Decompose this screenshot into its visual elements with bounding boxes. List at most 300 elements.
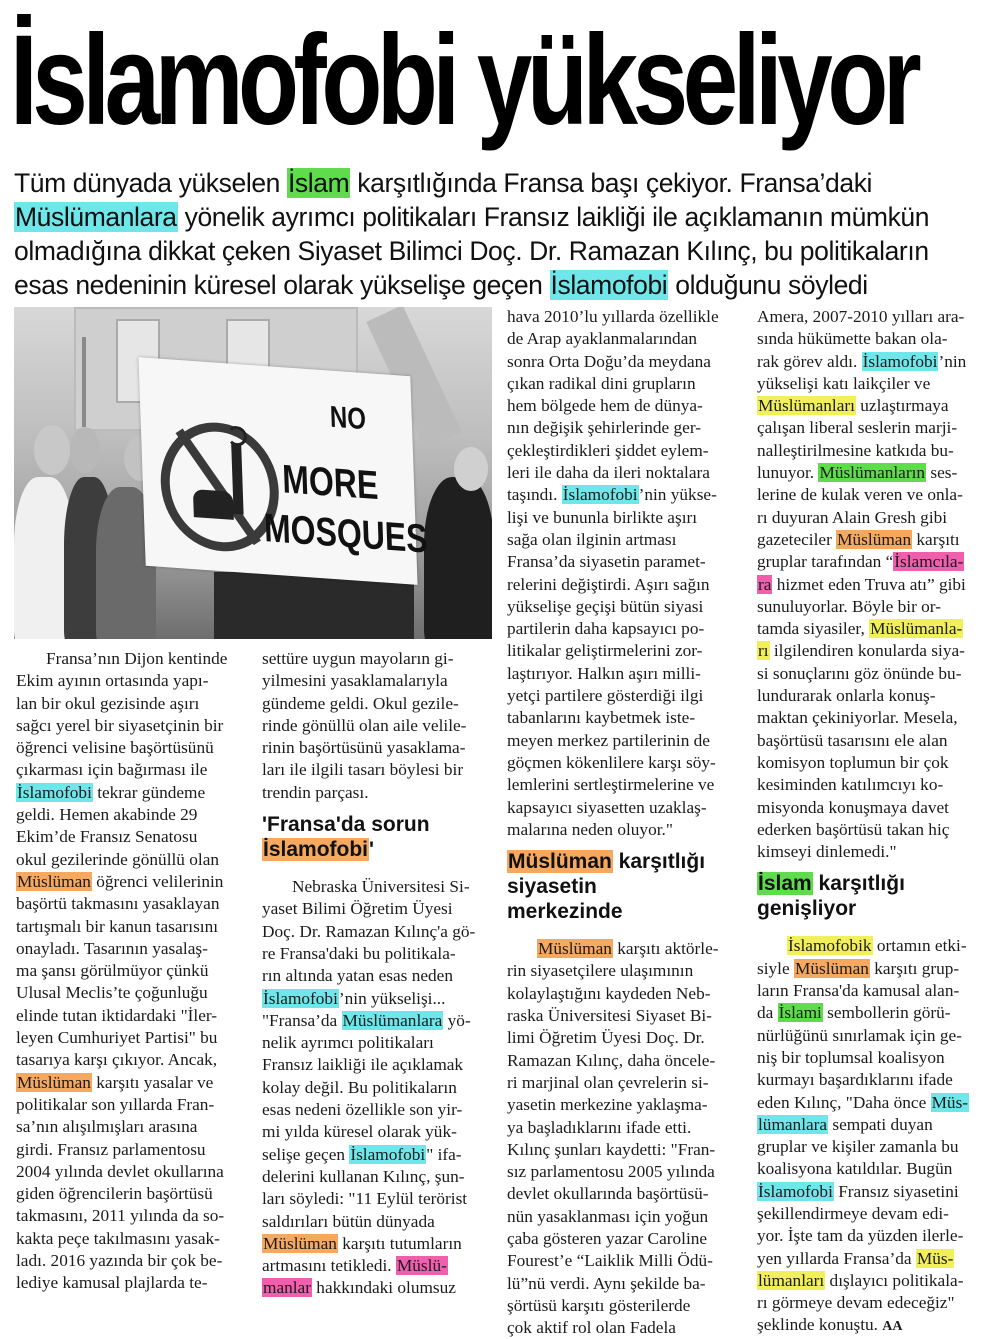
text-run: sağcı yerel bir siyasetçinin bir: [16, 715, 224, 735]
subheading-line: [262, 837, 490, 862]
text-run: leri ile daha da ileri noktalara: [507, 463, 710, 483]
text-run: yen yıllarda Fransa’da: [757, 1248, 916, 1268]
body-line: [507, 730, 743, 752]
lead-paragraph: [14, 166, 989, 302]
text-run: tamda siyasiler,: [757, 619, 870, 639]
body-line: [16, 1161, 244, 1183]
text-run: litikalar geliştirmelerini zor-: [507, 641, 703, 661]
text-run: esas nedeninin küresel olarak yükselişe geçen: [14, 270, 550, 300]
body-line: [262, 670, 490, 692]
body-line: [757, 596, 993, 618]
text-run: koalisyona katıldılar. Bugün: [757, 1159, 953, 1179]
text-run: ya başladıklarını ifade etti.: [507, 1117, 692, 1137]
text-run: şeklinde konuştu.: [757, 1315, 883, 1335]
body-line: [507, 484, 743, 506]
subheading: [507, 849, 743, 924]
body-line: [16, 1250, 244, 1272]
text-run: tasarıya karşı çıkıyor. Ancak,: [16, 1050, 218, 1070]
text-run: lemlerini sertleştirmelerine ve: [507, 775, 715, 795]
text-run: Nebraska Üniversitesi Si-: [292, 877, 470, 897]
body-line: [757, 417, 993, 439]
article-column-2: [262, 648, 490, 1300]
subheading: [757, 871, 993, 921]
byline-agency: AA: [882, 1319, 903, 1335]
body-line: [757, 440, 993, 462]
highlighted-term: Müslüman: [508, 850, 612, 874]
highlighted-term: Müslümanla-: [870, 619, 963, 639]
text-run: karşıtı grup-: [869, 958, 960, 978]
body-line: [757, 958, 993, 980]
body-line: [757, 306, 993, 328]
text-run: Ramazan Kılınç, daha öncele-: [507, 1050, 716, 1070]
text-run: laştırıyor. Halkın aşırı milli-: [507, 663, 701, 683]
text-run: şörtüsü karşıtı gösterilerde: [507, 1295, 691, 1315]
text-run: ’nin yükse-: [638, 485, 717, 505]
photo-head: [454, 447, 488, 491]
text-run: yükselişe geçişi bütün siyasi: [507, 596, 704, 616]
body-line: [757, 1114, 993, 1136]
body-line: [757, 1181, 993, 1203]
photo-lamp-post: [82, 337, 86, 427]
body-line: [16, 938, 244, 960]
body-line: [16, 1228, 244, 1250]
body-line: [16, 782, 244, 804]
text-run: sağa olan ilginin artması: [507, 529, 677, 549]
text-run: politikalar son yıllarda Fran-: [16, 1094, 215, 1114]
text-run: rın altında yatan esas neden: [262, 966, 453, 986]
text-run: nürlüğünü sınırlamak için ge-: [757, 1025, 962, 1045]
text-run: rinde gönüllü olan aile velile-: [262, 715, 467, 735]
highlighted-term: Müslümanların: [819, 463, 926, 483]
text-run: esas nedeni özellikle son yir-: [262, 1100, 463, 1120]
highlighted-term: İslamofobi: [550, 270, 668, 300]
body-line: [262, 782, 490, 804]
text-run: sempati duyan: [828, 1114, 933, 1134]
text-run: lişi ve bununla birlikte aşırı: [507, 507, 698, 527]
text-run: şekillendirmeye devam edi-: [757, 1203, 949, 1223]
text-run: çok aktif rol olan Fadela: [507, 1318, 676, 1338]
text-run: Ulusal Meclis’te çoğunluğu: [16, 983, 208, 1003]
text-run: si sonuçlarını göz önünde bu-: [757, 663, 962, 683]
body-line: [16, 648, 244, 670]
text-run: karşıtı yasalar ve: [91, 1072, 214, 1092]
text-run: tartışmalı bir kanun tasarısını: [16, 916, 219, 936]
body-line: [757, 507, 993, 529]
prohibition-icon: [159, 419, 281, 556]
subheading-line: [757, 871, 993, 896]
body-line: [16, 737, 244, 759]
photo-head: [34, 425, 70, 475]
body-line: [757, 1314, 993, 1338]
body-line: [507, 640, 743, 662]
body-line: [16, 982, 244, 1004]
text-run: lunuyor.: [757, 463, 819, 483]
text-run: taşındı.: [507, 485, 562, 505]
highlighted-term: İslamofobi: [263, 988, 338, 1008]
body-line: [507, 1317, 743, 1339]
highlighted-term: Müs-: [916, 1248, 954, 1268]
text-run: karşıtı: [912, 529, 960, 549]
text-run: gruplar ve kişiler zamanla bu: [757, 1137, 959, 1157]
text-run: settüre uygun mayoların gi-: [262, 649, 454, 668]
text-run: başörtü takmasını yasaklayan: [16, 894, 220, 914]
article-column-1: [16, 648, 244, 1295]
lead-line: [14, 166, 989, 200]
body-line: [262, 1211, 490, 1233]
text-run: devlet okullarında başörtüsü-: [507, 1184, 709, 1204]
body-line: [507, 797, 743, 819]
body-line: [262, 1233, 490, 1255]
highlighted-term: manlar: [263, 1278, 311, 1298]
body-line: [16, 1072, 244, 1094]
body-line: [507, 774, 743, 796]
body-line: [757, 529, 993, 551]
text-run: ları söyledi: "11 Eylül terörist: [262, 1189, 468, 1209]
body-line: [507, 440, 743, 462]
text-run: olduğunu söyledi: [668, 270, 868, 300]
highlighted-term: Müslümanlara: [342, 1010, 443, 1030]
text-run: karşıtı aktörle-: [612, 939, 719, 959]
body-line: [262, 1099, 490, 1121]
text-run: yor. İşte tam da yüzden ilerle-: [757, 1226, 964, 1246]
text-run: meyen merkez partilerinin de: [507, 730, 710, 750]
text-run: Ekim ayının ortasında yapı-: [16, 671, 209, 691]
body-line: [262, 921, 490, 943]
body-line: [16, 1094, 244, 1116]
body-line: [507, 663, 743, 685]
highlighted-term: Müslümanlara: [15, 202, 177, 232]
subheading-line: [507, 849, 743, 874]
body-line: [507, 1050, 743, 1072]
text-run: hem bölgede hem de dünya-: [507, 396, 703, 416]
highlighted-term: İslamofobi: [17, 782, 92, 802]
body-line: [16, 1027, 244, 1049]
body-line: [16, 759, 244, 781]
highlighted-term: Müslümanları: [758, 396, 855, 416]
text-run: selişe geçen: [262, 1144, 350, 1164]
text-run: limi Öğretim Üyesi Doç. Dr.: [507, 1028, 705, 1048]
highlighted-term: Müslüman: [538, 939, 612, 959]
highlighted-term: lümanları: [758, 1270, 825, 1290]
banner-text-3: MOSQUES: [263, 505, 429, 562]
body-line: [757, 1248, 993, 1270]
article-photo: [14, 307, 492, 639]
body-line: [757, 819, 993, 841]
text-run: ederken başörtüsü takan hiç: [757, 819, 950, 839]
text-run: Amera, 2007-2010 yılları ara-: [757, 307, 965, 326]
highlighted-term: Müslüman: [837, 529, 912, 549]
body-line: [507, 1139, 743, 1161]
body-line: [757, 328, 993, 350]
body-line: [757, 1069, 993, 1091]
lead-line: [14, 234, 989, 268]
text-run: ’nin yükselişi...: [338, 988, 446, 1008]
text-run: rinin başörtüsünü yasaklama-: [262, 738, 466, 758]
text-run: sa’nın alışılmışları arasına: [16, 1117, 198, 1137]
body-line: [757, 1047, 993, 1069]
body-line: [757, 1025, 993, 1047]
text-run: nın değişik şehirlerinde ger-: [507, 418, 702, 438]
body-line: [262, 1121, 490, 1143]
body-line: [16, 871, 244, 893]
highlighted-term: lümanlara: [758, 1114, 828, 1134]
body-line: [16, 1205, 244, 1227]
body-line: [507, 306, 743, 328]
text-run: girdi. Fransız parlamentosu: [16, 1139, 206, 1159]
body-line: [262, 737, 490, 759]
body-line: [757, 462, 993, 484]
body-line: [757, 935, 993, 957]
body-line: [262, 1077, 490, 1099]
body-line: [507, 752, 743, 774]
text-run: rin siyasetçilere ulaşımının: [507, 961, 694, 981]
body-line: [16, 693, 244, 715]
text-run: ortamın etki-: [872, 936, 967, 956]
highlighted-term: İslamofobi: [562, 485, 638, 505]
highlighted-term: Müslüman: [263, 1233, 337, 1253]
highlighted-term: İslamofobi: [263, 838, 369, 862]
text-run: lediye kamusal plajlarda te-: [16, 1273, 208, 1293]
body-line: [507, 1072, 743, 1094]
text-run: karşıtlığında Fransa başı çekiyor. Fransa’daki: [350, 168, 873, 198]
highlighted-term: Müslü-: [396, 1256, 447, 1276]
highlighted-term: İslam: [758, 872, 812, 896]
protest-banner: [138, 357, 429, 585]
body-line: [757, 685, 993, 707]
text-run: yükselişi katı laikçiler ve: [757, 373, 931, 393]
text-run: elinde tutan iktidardaki "İler-: [16, 1005, 218, 1025]
article-column-4: [757, 306, 993, 1339]
text-run: sunuluyorlar. Böyle bir or-: [757, 596, 941, 616]
text-run: siyle: [757, 958, 794, 978]
body-line: [757, 574, 993, 596]
highlighted-term: İslamcıla-: [894, 552, 964, 572]
body-line: [262, 1144, 490, 1166]
body-line: [507, 819, 743, 841]
text-run: takmasını, 2011 yılında da so-: [16, 1206, 225, 1226]
text-run: rı duyuran Alain Gresh gibi: [757, 507, 948, 527]
text-run: karşıtlığı: [612, 850, 706, 874]
text-run: relerini değiştirdi. Aşırı sağın: [507, 574, 710, 594]
text-run: kolaylaştığını kaydeden Neb-: [507, 983, 711, 1003]
subheading: [262, 812, 490, 862]
text-run: nalleştirilmesine katkıda bu-: [757, 440, 954, 460]
text-run: Tüm dünyada yükselen: [14, 168, 287, 198]
text-run: hakkındaki olumsuz: [311, 1278, 456, 1298]
body-line: [507, 574, 743, 596]
body-line: [262, 715, 490, 737]
text-run: ': [369, 838, 375, 862]
text-run: 'Fransa'da sorun: [262, 813, 430, 837]
text-run: yönelik ayrımcı politikaları Fransız laikliği ile açıklamanın mümkün: [177, 202, 930, 232]
body-line: [757, 1002, 993, 1024]
body-line: [507, 417, 743, 439]
text-run: yetçi partilere gösterdiği ilgi: [507, 686, 704, 706]
body-line: [507, 462, 743, 484]
text-run: kimseyi dinlemedi.": [757, 842, 897, 862]
text-run: giden öğrencilerin başörtüsü: [16, 1184, 213, 1204]
body-line: [757, 730, 993, 752]
text-run: sında hükümette bakan ola-: [757, 329, 948, 349]
body-line: [507, 1117, 743, 1139]
text-run: ses-: [926, 463, 958, 483]
text-run: saldırıları bütün dünyada: [262, 1211, 435, 1231]
body-line: [16, 1049, 244, 1071]
body-line: [757, 841, 993, 863]
photo-head: [70, 427, 100, 473]
body-line: [757, 707, 993, 729]
body-line: [757, 1225, 993, 1247]
text-run: çıkan radikal dini grupların: [507, 373, 696, 393]
text-run: maktan çekiniyorlar. Mesela,: [757, 708, 958, 728]
subheading-line: [262, 812, 490, 837]
body-line: [262, 898, 490, 920]
text-run: gündeme geldi. Okul gezile-: [262, 693, 459, 713]
body-line: [507, 1027, 743, 1049]
text-run: misyonda konuşmaya davet: [757, 797, 949, 817]
body-line: [757, 395, 993, 417]
body-line: [757, 640, 993, 662]
subheading-line: [507, 874, 743, 899]
text-run: kapsayıcı siyasetten uzaklaş-: [507, 797, 707, 817]
body-line: [757, 1203, 993, 1225]
text-run: Doç. Dr. Ramazan Kılınç'a gö-: [262, 921, 476, 941]
body-line: [507, 685, 743, 707]
text-run: uzlaştırmaya: [855, 396, 949, 416]
text-run: da: [757, 1003, 778, 1023]
body-line: [262, 1166, 490, 1188]
photo-person: [424, 477, 492, 639]
text-run: kolay değil. Bu politikaların: [262, 1077, 457, 1097]
text-run: hava 2010’lu yıllarda özellikle: [507, 307, 719, 326]
text-run: tekrar gündeme: [92, 782, 206, 802]
text-run: başörtüsü tasarısını ele alan: [757, 730, 948, 750]
text-run: geldi. Hemen akabinde 29: [16, 805, 198, 825]
body-line: [16, 1005, 244, 1027]
body-line: [16, 670, 244, 692]
text-run: olmadığına dikkat çeken Siyaset Bilimci Doç. Dr. Ramazan Kılınç, bu politikaların: [14, 236, 929, 266]
body-line: [757, 663, 993, 685]
text-run: rı görmeye devam edeceğiz": [757, 1293, 955, 1313]
text-run: karşıtı tutumların: [337, 1233, 462, 1253]
text-run: hizmet eden Truva atı” gibi: [772, 574, 966, 594]
text-run: eden Kılınç, "Daha önce: [757, 1092, 931, 1112]
text-run: sız parlamentosu 2005 yılında: [507, 1162, 715, 1182]
body-line: [757, 618, 993, 640]
body-line: [262, 965, 490, 987]
highlighted-term: İslamofobi: [862, 351, 938, 371]
text-run: Fransız laikliği ile açıklamak: [262, 1055, 464, 1075]
text-run: komisyon toplumun bir çok: [757, 752, 949, 772]
body-line: [507, 1250, 743, 1272]
body-line: [262, 943, 490, 965]
text-run: sonra Orta Doğu’da meydana: [507, 351, 711, 371]
text-run: Kılınç şunları kaydetti: "Fran-: [507, 1139, 716, 1159]
body-line: [262, 1054, 490, 1076]
highlighted-term: İslamofobik: [788, 936, 872, 956]
text-run: öğrenci velisine başörtüsünü: [16, 738, 214, 758]
text-run: raska Üniversitesi Siyaset Bi-: [507, 1006, 712, 1026]
highlighted-term: ra: [758, 574, 772, 594]
text-run: ri marjinal olan çevrelerin si-: [507, 1072, 709, 1092]
text-run: kesiminden katılımcıyı ko-: [757, 775, 944, 795]
body-line: [507, 1005, 743, 1027]
headline: İslamofobi yükseliyor: [10, 9, 917, 152]
body-line: [16, 804, 244, 826]
body-line: [757, 1292, 993, 1314]
highlighted-term: İslamofobi: [758, 1181, 833, 1201]
text-run: lan bir okul gezisinde aşırı: [16, 693, 200, 713]
lead-line: [14, 200, 989, 234]
text-run: ları ile ilgili tasarı böylesi bir: [262, 760, 464, 780]
text-run: lü”nü verdi. Aynı şekilde ba-: [507, 1273, 706, 1293]
text-run: leyen Cumhuriyet Partisi" bu: [16, 1028, 218, 1048]
body-line: [757, 1092, 993, 1114]
highlighted-term: Müs-: [931, 1092, 969, 1112]
text-run: kurmayı başardıklarını ifade: [757, 1070, 953, 1090]
text-run: 2004 yılında devlet okullarına: [16, 1161, 224, 1181]
text-run: çıkarması için bağırması ile: [16, 760, 208, 780]
body-line: [507, 507, 743, 529]
text-run: trendin parçası.: [262, 782, 369, 802]
body-line: [262, 1032, 490, 1054]
body-line: [757, 484, 993, 506]
body-line: [507, 551, 743, 573]
text-run: Fourest’e “Laiklik Milli Ödü-: [507, 1251, 713, 1271]
text-run: nelik ayrımcı politikaları: [262, 1033, 434, 1053]
body-line: [507, 1161, 743, 1183]
body-line: [507, 373, 743, 395]
text-run: partilerin daha kapsayıcı po-: [507, 619, 705, 639]
text-run: öğrenci velilerinin: [91, 871, 224, 891]
body-line: [507, 983, 743, 1005]
text-run: kakta peçe takılmasını yasak-: [16, 1228, 220, 1248]
body-line: [757, 1270, 993, 1292]
text-run: ilgilendiren konularda siya-: [769, 641, 965, 661]
body-line: [262, 876, 490, 898]
text-run: rak görev aldı.: [757, 351, 862, 371]
text-run: karşıtlığı: [812, 872, 905, 896]
text-run: "Fransa’da: [262, 1010, 342, 1030]
highlighted-term: Müslüman: [17, 871, 91, 891]
text-run: çekleştirdikleri şiddet eylem-: [507, 440, 709, 460]
body-line: [262, 648, 490, 670]
highlighted-term: Müslüman: [17, 1072, 91, 1092]
body-line: [262, 1255, 490, 1277]
body-line: [16, 715, 244, 737]
highlighted-term: Müslüman: [794, 958, 869, 978]
body-line: [757, 1136, 993, 1158]
text-run: " ifa-: [426, 1144, 462, 1164]
body-line: [757, 797, 993, 819]
article-column-3: [507, 306, 743, 1339]
body-line: [16, 849, 244, 871]
text-run: yö-: [443, 1010, 471, 1030]
text-run: gazeteciler: [757, 529, 837, 549]
text-run: Ekim’de Fransız Senatosu: [16, 827, 198, 847]
body-line: [757, 373, 993, 395]
body-line: [16, 1116, 244, 1138]
body-line: [262, 759, 490, 781]
body-line: [262, 988, 490, 1010]
body-line: [507, 1295, 743, 1317]
text-run: yilmesini yasaklamalarıyla: [262, 671, 448, 691]
text-run: yaset Bilimi Öğretim Üyesi: [262, 899, 453, 919]
text-run: merkezinde: [507, 900, 623, 924]
body-line: [262, 1277, 490, 1299]
highlighted-term: İslam: [287, 168, 350, 198]
body-line: [507, 351, 743, 373]
